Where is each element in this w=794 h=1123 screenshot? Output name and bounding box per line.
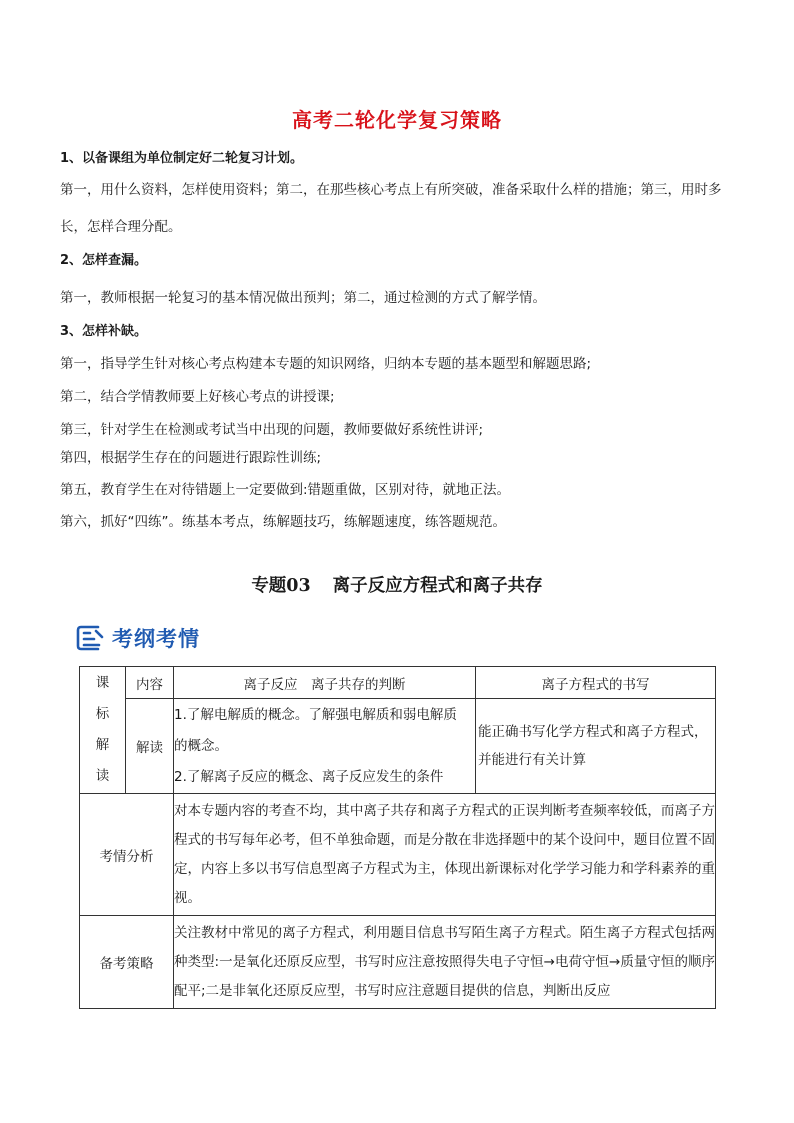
outline-badge-label: 考纲考情 (112, 627, 200, 651)
label-char: 标 (95, 706, 110, 722)
outline-icon (74, 622, 106, 654)
analysis-text-cell: 对本专题内容的考查不均，其中离子共存和离子方程式的正误判断考查频率较低，而离子方程式的书写每年必考，但不单独命题，而是分散在非选择题中的某个设问中，题目位置不固定，内容上多以书写信息型离子方程式为主，体现出新课标对化学学习能力和学科素养的重视。 (174, 794, 716, 916)
text-line: 的概念。 (174, 737, 228, 754)
text-line: 1.了解电解质的概念。了解强电解质和弱电解质 (174, 706, 457, 723)
outline-badge (74, 618, 200, 658)
section-heading-2: 2、怎样查漏。 (60, 253, 148, 268)
list-item: 第四，根据学生存在的问题进行跟踪性训练; (60, 450, 322, 466)
table-row (80, 794, 716, 916)
analysis-label-cell: 考情分析 (80, 794, 174, 916)
header-ion-equation: 离子方程式的书写 (476, 667, 716, 699)
section-paragraph-1: 第一，用什么资料，怎样使用资料；第二，在那些核心考点上有所突破，准备采取什么样的措施；第三，用时多长，怎样合理分配。 (60, 182, 722, 235)
text-line: 并能进行有关计算 (478, 752, 586, 768)
page-title: 高考二轮化学复习策略 (292, 108, 502, 132)
topic-name: 离子反应方程式和离子共存 (332, 576, 543, 596)
curriculum-label-cell (80, 667, 126, 794)
section-heading-3: 3、怎样补缺。 (60, 324, 148, 339)
label-char: 解 (95, 737, 110, 753)
strategy-label-cell: 备考策略 (80, 916, 174, 1009)
exam-outline-table (79, 666, 716, 1009)
header-ion-reaction: 离子反应 离子共存的判断 (174, 667, 476, 699)
text-line: 2.了解离子反应的概念、离子反应发生的条件 (174, 768, 444, 785)
list-item: 第三，针对学生在检测或考试当中出现的问题，教师要做好系统性讲评; (60, 422, 484, 438)
read-content-a (174, 699, 476, 794)
label-char: 读 (95, 768, 110, 784)
content-header-cell: 内容 (126, 667, 174, 699)
list-item: 第五，教育学生在对待错题上一定要做到:错题重做，区别对待，就地正法。 (60, 482, 511, 498)
read-label-cell: 解读 (126, 699, 174, 794)
text-line: 能正确书写化学方程式和离子方程式， (478, 724, 708, 740)
read-content-b (476, 699, 716, 794)
strategy-text-cell: 关注教材中常见的离子方程式，利用题目信息书写陌生离子方程式。陌生离子方程式包括两种类型:一是氧化还原反应型，书写时应注意按照得失电子守恒→电荷守恒→质量守恒的顺序配平;二是非氧化还原反应型，书写时应注意题目提供的信息，判断出反应 (174, 916, 716, 1009)
section-paragraph-2: 第一，教师根据一轮复习的基本情况做出预判；第二，通过检测的方式了解学情。 (60, 290, 546, 306)
section-heading-1: 1、以备课组为单位制定好二轮复习计划。 (60, 151, 304, 166)
topic-number: 专题03 (251, 576, 311, 596)
topic-title (0, 572, 794, 597)
table-row (80, 699, 716, 794)
list-item: 第二，结合学情教师要上好核心考点的讲授课; (60, 389, 335, 405)
list-item: 第六，抓好“四练”。练基本考点，练解题技巧，练解题速度，练答题规范。 (60, 514, 506, 530)
list-item: 第一，指导学生针对核心考点构建本专题的知识网络，归纳本专题的基本题型和解题思路; (60, 356, 592, 372)
label-char: 课 (95, 675, 110, 691)
table-row (80, 916, 716, 1009)
table-row (80, 667, 716, 699)
